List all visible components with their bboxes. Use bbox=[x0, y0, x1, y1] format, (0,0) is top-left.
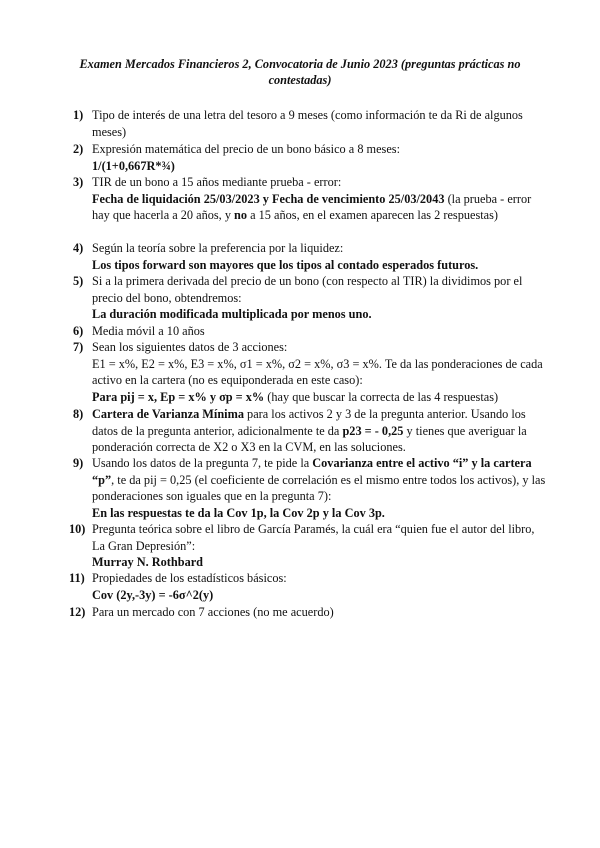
detail-text: (la prueba - error hay que hacerla a 20 años, y bbox=[92, 191, 532, 222]
answer-text: Para pij = x, Ep = x% y σp = x% bbox=[92, 389, 265, 404]
emphasis-text: Covarianza entre el activo “i” y la cartera “p” bbox=[92, 456, 532, 487]
answer-text: En las respuestas te da la Cov 1p, la Cov 2p y la Cov 3p. bbox=[92, 505, 385, 520]
question-text: Media móvil a 10 años bbox=[92, 324, 205, 338]
question-number: 5) bbox=[73, 274, 84, 288]
question-text: Pregunta teórica sobre el libro de García Paramés, la cuál era “quien fue el autor del libro, La Gran Depresión”: bbox=[92, 522, 535, 553]
question-9 bbox=[73, 455, 547, 521]
question-number: 12) bbox=[69, 605, 86, 619]
question-number: 1) bbox=[73, 108, 84, 122]
question-7 bbox=[73, 339, 547, 405]
question-detail bbox=[92, 191, 547, 224]
question-10 bbox=[69, 521, 547, 571]
emphasis-text: no bbox=[234, 208, 248, 222]
answer-text: Murray N. Rothbard bbox=[92, 555, 204, 569]
question-text: Tipo de interés de una letra del tesoro a 9 meses (como información te da Ri de algunos meses) bbox=[92, 108, 523, 139]
question-number: 2) bbox=[73, 142, 84, 156]
question-12 bbox=[69, 604, 547, 621]
detail-text: , te da pij = 0,25 (el coeficiente de correlación es el mismo entre todos los activos), y las ponderaciones son iguales que en la pregunta 7): bbox=[92, 472, 546, 503]
question-number: 11) bbox=[69, 571, 85, 585]
answer-text: Los tipos forward son mayores que los tipos al contado esperados futuros. bbox=[92, 257, 479, 272]
question-detail: E1 = x%, E2 = x%, E3 = x%, σ1 = x%, σ2 = x%, σ3 = x%. Te da las ponderaciones de cada activo en la cartera (no es equiponderada en este caso): bbox=[92, 356, 543, 387]
answer-text: 1/(1+0,667R*¾) bbox=[92, 158, 175, 173]
question-5 bbox=[73, 273, 547, 323]
question-2 bbox=[73, 141, 547, 174]
question-3 bbox=[73, 174, 547, 224]
detail-text: para los activos 2 y 3 de la pregunta anterior. Usando los datos de la pregunta anterior, adicionalmente te da bbox=[92, 407, 526, 438]
question-1 bbox=[73, 107, 547, 140]
question-number: 7) bbox=[73, 340, 84, 354]
question-text: Propiedades de los estadísticos básicos: bbox=[92, 571, 287, 585]
question-number: 3) bbox=[73, 175, 84, 189]
question-number: 8) bbox=[73, 407, 84, 421]
question-text: Sean los siguientes datos de 3 acciones: bbox=[92, 340, 288, 354]
question-4 bbox=[73, 240, 547, 273]
detail-text: Usando los datos de la pregunta 7, te pide la bbox=[92, 456, 313, 470]
question-text: Según la teoría sobre la preferencia por la liquidez: bbox=[92, 241, 344, 255]
question-text: Expresión matemática del precio de un bono básico a 8 meses: bbox=[92, 142, 401, 156]
question-number: 10) bbox=[69, 522, 86, 536]
answer-line bbox=[92, 389, 547, 406]
detail-text: y tienes que averiguar la ponderación correcta de X2 o X3 en la CVM, en las soluciones. bbox=[92, 423, 527, 454]
detail-text: (hay que buscar la correcta de las 4 respuestas) bbox=[264, 389, 499, 404]
question-text bbox=[92, 455, 547, 505]
emphasis-text: p23 = - 0,25 bbox=[342, 423, 404, 438]
question-8 bbox=[73, 406, 547, 456]
document-title: Examen Mercados Financieros 2, Convocatoria de Junio 2023 (preguntas prácticas no contestadas) bbox=[79, 57, 521, 87]
question-6 bbox=[73, 323, 547, 340]
question-number: 4) bbox=[73, 241, 84, 255]
question-number: 9) bbox=[73, 456, 84, 470]
detail-text: a 15 años, en el examen aparecen las 2 respuestas) bbox=[247, 208, 498, 222]
answer-text: Fecha de liquidación 25/03/2023 y Fecha de vencimiento 25/03/2043 bbox=[92, 191, 445, 206]
question-text bbox=[92, 406, 547, 456]
question-text: TIR de un bono a 15 años mediante prueba - error: bbox=[92, 175, 342, 189]
question-text: Para un mercado con 7 acciones (no me acuerdo) bbox=[92, 605, 334, 619]
question-text: Si a la primera derivada del precio de un bono (con respecto al TIR) la dividimos por el precio del bono, obtendremos: bbox=[92, 274, 523, 305]
question-number: 6) bbox=[73, 324, 84, 338]
question-11 bbox=[69, 570, 547, 603]
answer-text: La duración modificada multiplicada por menos uno. bbox=[92, 307, 372, 321]
answer-text: Cov (2y,-3y) = -6σ^2(y) bbox=[92, 587, 214, 602]
answer-text: Cartera de Varianza Mínima bbox=[92, 407, 244, 421]
